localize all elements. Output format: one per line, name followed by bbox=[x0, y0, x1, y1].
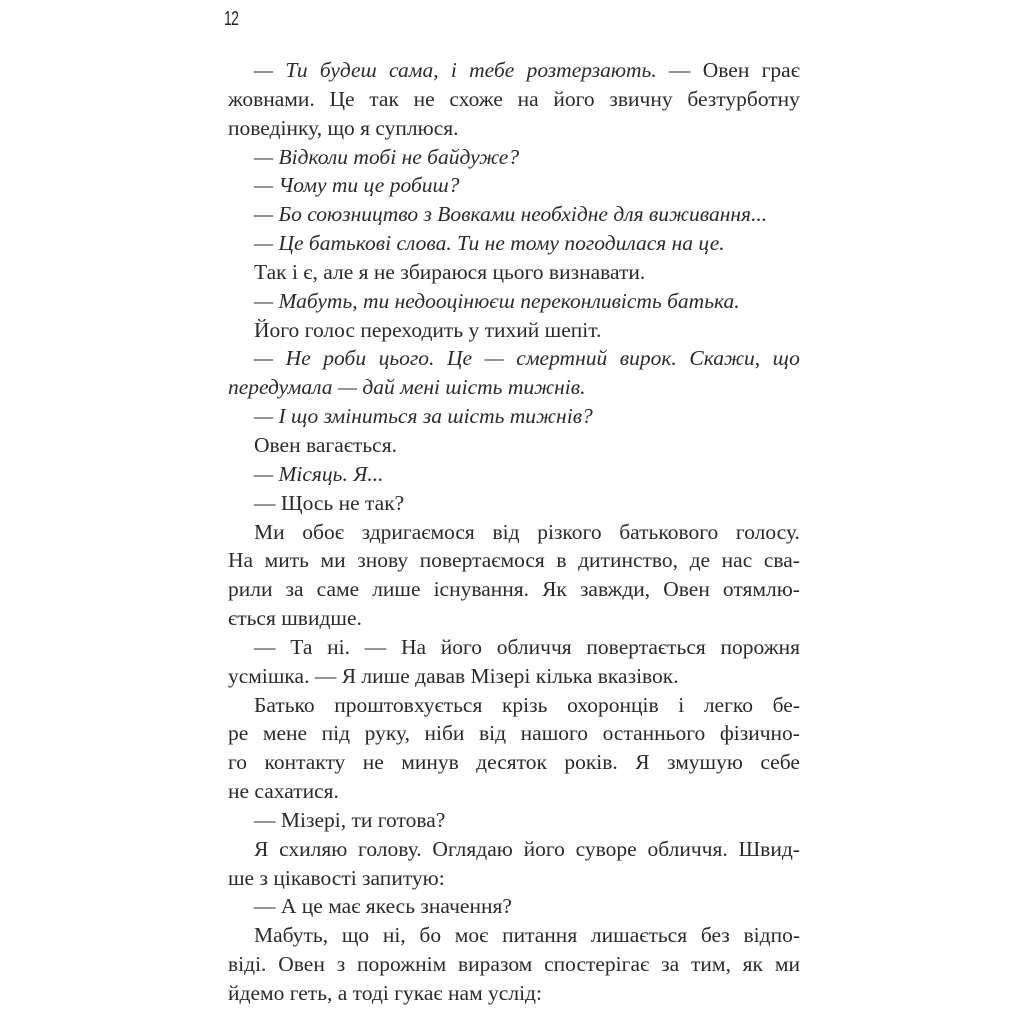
word: крізь bbox=[501, 692, 548, 717]
word: — bbox=[668, 58, 691, 82]
word: фізично- bbox=[719, 721, 800, 746]
text-line bbox=[228, 748, 800, 777]
word: що bbox=[341, 923, 370, 948]
word: його bbox=[553, 86, 595, 111]
word: що bbox=[772, 346, 800, 371]
word: обличчя bbox=[496, 634, 572, 659]
word: повертаємося bbox=[419, 548, 545, 573]
word: сва- bbox=[763, 548, 800, 573]
word: минув bbox=[401, 750, 459, 775]
text-line bbox=[228, 575, 800, 604]
word: безтурботну bbox=[687, 86, 800, 111]
word: спостерігає bbox=[544, 952, 650, 977]
word: Овен bbox=[278, 952, 325, 977]
text-line bbox=[228, 518, 800, 547]
word: завжди, bbox=[579, 577, 651, 602]
word: охоронців bbox=[567, 692, 659, 717]
text-segment: йдемо геть, а тоді гукає нам услід: bbox=[228, 981, 542, 1005]
word: і bbox=[678, 692, 685, 717]
word: років. bbox=[564, 750, 618, 775]
word: схиляю bbox=[279, 836, 348, 861]
text-segment: передумала — дай мені шість тижнів. bbox=[228, 375, 586, 400]
word: ні, bbox=[382, 923, 406, 948]
word: голосу. bbox=[735, 519, 800, 544]
word: Ти bbox=[285, 58, 308, 82]
word: схоже bbox=[449, 86, 503, 111]
word: різкого bbox=[537, 519, 602, 544]
text-segment: — Чому ти це робиш? bbox=[254, 173, 460, 198]
word: Овен bbox=[663, 577, 710, 602]
word: нас bbox=[721, 548, 753, 573]
page-number: 12 bbox=[224, 8, 239, 30]
word: цього. bbox=[378, 346, 435, 371]
word: нашого bbox=[520, 721, 589, 746]
text-line bbox=[228, 546, 800, 575]
text-segment: Так і є, але я не збираюся цього визнавати. bbox=[254, 259, 646, 284]
word: руку, bbox=[364, 721, 410, 746]
word: здригаємося bbox=[361, 519, 475, 544]
word: — bbox=[254, 634, 276, 659]
word: Це bbox=[446, 346, 473, 371]
word: Я bbox=[635, 750, 650, 775]
word: рили bbox=[228, 577, 273, 602]
text-line bbox=[228, 864, 800, 893]
word: контакту bbox=[264, 750, 346, 775]
word: лише bbox=[372, 577, 421, 602]
word: від bbox=[492, 519, 520, 544]
text-line bbox=[228, 114, 800, 143]
text-line bbox=[228, 921, 800, 950]
word: як bbox=[742, 952, 764, 977]
text-line bbox=[228, 662, 800, 691]
word: вирок. bbox=[619, 346, 677, 371]
text-line bbox=[228, 835, 800, 864]
text-line bbox=[228, 344, 800, 373]
word: віді. bbox=[228, 952, 267, 977]
word: — bbox=[254, 58, 274, 82]
word: Не bbox=[285, 346, 311, 371]
word: з bbox=[336, 952, 346, 977]
word: Скажи, bbox=[689, 346, 761, 371]
text-line bbox=[228, 431, 800, 460]
page-body-text bbox=[228, 56, 800, 1008]
text-segment: — Місяць. Я... bbox=[254, 461, 384, 486]
word: розтерзають. bbox=[526, 58, 657, 82]
word: Та bbox=[290, 634, 313, 659]
text-line bbox=[228, 287, 800, 316]
word: бе- bbox=[772, 692, 800, 717]
word: в bbox=[556, 548, 567, 573]
word: голову. bbox=[358, 836, 422, 861]
word: батькового bbox=[619, 519, 719, 544]
word: ми bbox=[320, 548, 346, 573]
word: обоє bbox=[302, 519, 344, 544]
word: повертається bbox=[586, 634, 706, 659]
text-line bbox=[228, 316, 800, 345]
word: ні. bbox=[327, 634, 350, 659]
word: — bbox=[364, 634, 387, 659]
word: Овен bbox=[702, 58, 750, 82]
text-line bbox=[228, 56, 800, 85]
word: Оглядаю bbox=[432, 836, 513, 861]
word: існування. bbox=[433, 577, 530, 602]
text-line bbox=[228, 200, 800, 229]
word: без bbox=[700, 923, 730, 948]
text-segment: — Мізері, ти готова? bbox=[254, 807, 446, 832]
word: ніби bbox=[424, 721, 465, 746]
text-line bbox=[228, 402, 800, 431]
text-line bbox=[228, 258, 800, 287]
word: лишається bbox=[590, 923, 688, 948]
word: Швид- bbox=[738, 836, 800, 861]
word: го bbox=[228, 750, 248, 775]
word: бо bbox=[419, 923, 442, 948]
text-line bbox=[228, 143, 800, 172]
text-segment: не сахатися. bbox=[228, 779, 339, 804]
text-segment: Його голос переходить у тихий шепіт. bbox=[254, 317, 602, 342]
text-line bbox=[228, 979, 800, 1008]
word: Ми bbox=[254, 519, 285, 544]
word: відпо- bbox=[743, 923, 800, 948]
word: легко bbox=[703, 692, 754, 717]
word: змушую bbox=[667, 750, 743, 775]
text-segment: поведінку, що я суплюся. bbox=[228, 115, 459, 140]
text-line bbox=[228, 85, 800, 114]
text-segment: ється швидше. bbox=[228, 606, 362, 631]
word: суворе bbox=[575, 836, 637, 861]
word: На bbox=[228, 548, 254, 573]
word: себе bbox=[760, 750, 800, 775]
word: останнього bbox=[602, 721, 706, 746]
text-line bbox=[228, 604, 800, 633]
word: питання bbox=[502, 923, 578, 948]
text-segment: Овен вагається. bbox=[254, 432, 397, 457]
word: не bbox=[362, 750, 384, 775]
word: за bbox=[285, 577, 304, 602]
word: сама, bbox=[389, 58, 439, 82]
word: мить bbox=[264, 548, 309, 573]
word: саме bbox=[316, 577, 360, 602]
word: десяток bbox=[476, 750, 547, 775]
word: порожнім bbox=[357, 952, 447, 977]
text-segment: усмішка. — Я лише давав Мізері кілька вказівок. bbox=[228, 663, 679, 688]
word: На bbox=[400, 634, 427, 659]
word: роби bbox=[323, 346, 367, 371]
text-segment: — А це має якесь значення? bbox=[254, 894, 512, 919]
word: Як bbox=[542, 577, 567, 602]
word: смертний bbox=[516, 346, 608, 371]
word: виразом bbox=[458, 952, 533, 977]
text-line bbox=[228, 633, 800, 662]
word: дитинство, bbox=[578, 548, 679, 573]
word: — bbox=[484, 346, 504, 371]
word: Мабуть, bbox=[254, 923, 329, 948]
text-segment: — Бо союзництво з Вовками необхідне для виживання... bbox=[254, 202, 768, 227]
text-segment: — Щось не так? bbox=[254, 490, 405, 515]
word: звичну bbox=[609, 86, 673, 111]
word: не bbox=[413, 86, 435, 111]
word: жовнами. bbox=[228, 86, 315, 111]
text-line bbox=[228, 806, 800, 835]
word: тим, bbox=[690, 952, 731, 977]
text-segment: — І що зміниться за шість тижнів? bbox=[254, 404, 593, 429]
text-segment: — Це батькові слова. Ти не тому погодилася на це. bbox=[254, 231, 725, 256]
word: будеш bbox=[319, 58, 377, 82]
word: грає bbox=[761, 58, 800, 82]
word: за bbox=[661, 952, 680, 977]
text-line bbox=[228, 460, 800, 489]
text-segment: — Мабуть, ти недооцінюєш переконливість батька. bbox=[254, 288, 740, 313]
word: де bbox=[689, 548, 711, 573]
word: Це bbox=[329, 86, 355, 111]
text-line bbox=[228, 171, 800, 200]
word: моє bbox=[454, 923, 489, 948]
word: ре bbox=[228, 721, 249, 746]
text-segment: — Відколи тобі не байдуже? bbox=[254, 144, 520, 169]
text-line bbox=[228, 777, 800, 806]
word: його bbox=[523, 836, 565, 861]
text-line bbox=[228, 373, 800, 402]
word: від bbox=[479, 721, 507, 746]
word: Батько bbox=[254, 692, 315, 717]
text-line bbox=[228, 229, 800, 258]
text-line bbox=[228, 691, 800, 720]
word: його bbox=[440, 634, 483, 659]
text-segment: ше з цікавості запитую: bbox=[228, 865, 445, 890]
word: під bbox=[321, 721, 351, 746]
text-line bbox=[228, 892, 800, 921]
word: і bbox=[450, 58, 457, 82]
word: знову bbox=[357, 548, 409, 573]
word: ми bbox=[774, 952, 800, 977]
word: Я bbox=[254, 836, 269, 861]
word: мене bbox=[262, 721, 308, 746]
text-line bbox=[228, 719, 800, 748]
text-line bbox=[228, 489, 800, 518]
word: тебе bbox=[469, 58, 515, 82]
word: обличчя. bbox=[647, 836, 728, 861]
word: порожня bbox=[720, 634, 800, 659]
word: отямлю- bbox=[722, 577, 800, 602]
word: — bbox=[254, 346, 274, 371]
word: так bbox=[369, 86, 399, 111]
text-line bbox=[228, 950, 800, 979]
word: на bbox=[517, 86, 539, 111]
word: проштовхується bbox=[334, 692, 483, 717]
